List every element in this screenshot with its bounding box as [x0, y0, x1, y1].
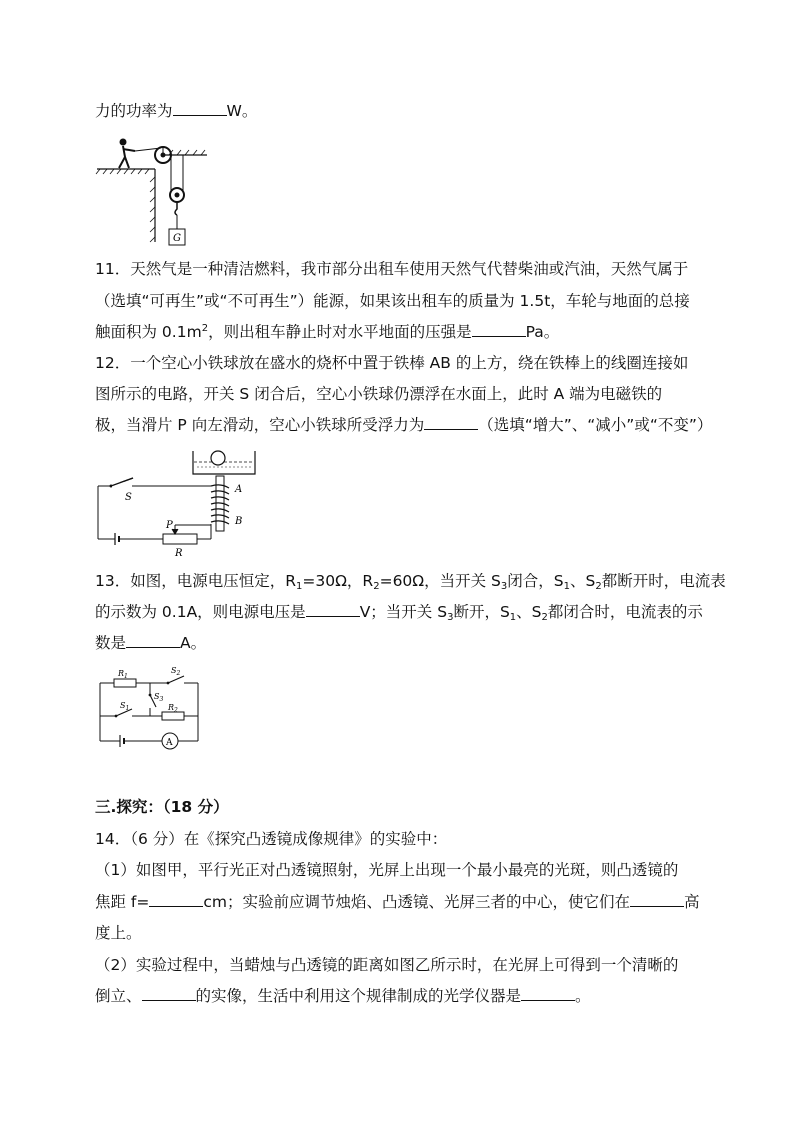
q10-unit: W。: [226, 102, 258, 120]
q13-text: 的示数为 0.1A，则电源电压是: [95, 603, 306, 621]
q10-tail: [95, 101, 257, 121]
ammeter-label: A: [166, 738, 173, 748]
label-a: A: [235, 484, 243, 495]
q14-intro: 14．（6 分）在《探究凸透镜成像规律》的实验中：: [95, 830, 448, 848]
q11-text: 触面积为 0.1m: [95, 323, 202, 341]
q13-text: 数是: [95, 634, 127, 652]
answer-blank[interactable]: [173, 101, 227, 116]
electromagnet-figure: [93, 446, 263, 558]
superscript: 2: [201, 322, 209, 334]
subscript: 1: [509, 612, 517, 623]
q14-text: 焦距 f=: [95, 893, 150, 911]
q10-text: 力的功率为: [95, 102, 173, 120]
q13-text: 13．如图，电源电压恒定，R: [95, 572, 296, 590]
answer-blank[interactable]: [630, 892, 684, 907]
q13-text: 断开，S: [453, 603, 510, 621]
q13-text: 都断开时，电流表: [601, 572, 726, 590]
subscript: 3: [500, 581, 508, 592]
q14-text: cm；实验前应调节烛焰、凸透镜、光屏三者的中心，使它们在: [203, 893, 630, 911]
q12-line-2: 图所示的电路，开关 S 闭合后，空心小铁球仍漂浮在水面上，此时 A 端为电磁铁的: [95, 385, 663, 403]
r2-label: $R_2$: [168, 703, 178, 714]
q13-text: V；当开关 S: [359, 603, 448, 621]
answer-blank[interactable]: [424, 415, 478, 430]
label-r: R: [175, 548, 183, 558]
q13-text: 都闭合时，电流表的示: [547, 603, 703, 621]
q11-line-3: [95, 322, 559, 342]
answer-blank[interactable]: [521, 986, 575, 1001]
q13-line-1: [95, 571, 726, 591]
q14-text: 。: [575, 987, 591, 1005]
s3-label: $S_3$: [154, 692, 164, 703]
subscript: 2: [373, 581, 380, 592]
subscript: 2: [595, 581, 602, 592]
subscript: 1: [296, 581, 303, 592]
q12-text: （选填“增大”、“减小”或“不变”）: [478, 416, 713, 434]
q13-line-3: [95, 633, 206, 653]
label-s: S: [125, 492, 132, 503]
q14-p2-line-1: （2）实验过程中，当蜡烛与凸透镜的距离如图乙所示时，在光屏上可得到一个清晰的: [95, 956, 679, 974]
q13-text: 、S: [570, 572, 596, 590]
label-b: B: [235, 516, 243, 527]
section-title: 三.探究：（18 分）: [95, 798, 229, 816]
answer-blank[interactable]: [149, 892, 203, 907]
answer-blank[interactable]: [142, 986, 196, 1001]
q14-p1-line-2: [95, 892, 700, 912]
q11-line-2: （选填“可再生”或“不可再生”）能源，如果该出租车的质量为 1.5t，车轮与地面的总接: [95, 292, 690, 310]
subscript: 1: [563, 581, 570, 592]
r1-label: $R_1$: [118, 669, 128, 680]
s2-label: $S_2$: [171, 666, 181, 677]
q13-text: 闭合，S: [507, 572, 564, 590]
q12-line-1: 12．一个空心小铁球放在盛水的烧杯中置于铁棒 AB 的上方，绕在铁棒上的线圈连接如: [95, 354, 689, 372]
q13-line-2: [95, 602, 703, 622]
q11-line-1: 11．天然气是一种清洁燃料，我市部分出租车使用天然气代替柴油或汽油，天然气属于: [95, 260, 689, 278]
q13-text: 、S: [516, 603, 542, 621]
subscript: 3: [447, 612, 454, 623]
q14-text: 高: [684, 893, 700, 911]
s1-label: $S_1$: [120, 701, 130, 712]
q14-p2-line-2: [95, 986, 591, 1006]
q13-text: =60Ω，当开关 S: [379, 572, 501, 590]
q11-text: ，则出租车静止时对水平地面的压强是: [208, 323, 472, 341]
q12-line-3: [95, 415, 712, 435]
q12-text: 极，当滑片 P 向左滑动，空心小铁球所受浮力为: [95, 416, 425, 434]
answer-blank[interactable]: [472, 322, 526, 337]
circuit-figure: [96, 665, 206, 750]
q14-text: 的实像，生活中利用这个规律制成的光学仪器是: [195, 987, 522, 1005]
subscript: 2: [541, 612, 548, 623]
q14-text: 倒立、: [95, 987, 142, 1005]
q11-unit: Pa。: [525, 323, 560, 341]
answer-blank[interactable]: [126, 633, 180, 648]
weight-label: G: [173, 233, 181, 244]
q14-p1-line-3: 度上。: [95, 924, 142, 942]
answer-blank[interactable]: [306, 602, 360, 617]
q13-unit: A。: [180, 634, 207, 652]
pulley-figure: [95, 137, 215, 252]
label-p: P: [166, 520, 173, 531]
q14-p1-line-1: （1）如图甲，平行光正对凸透镜照射，光屏上出现一个最小最亮的光斑，则凸透镜的: [95, 861, 679, 879]
q13-text: =30Ω，R: [302, 572, 374, 590]
